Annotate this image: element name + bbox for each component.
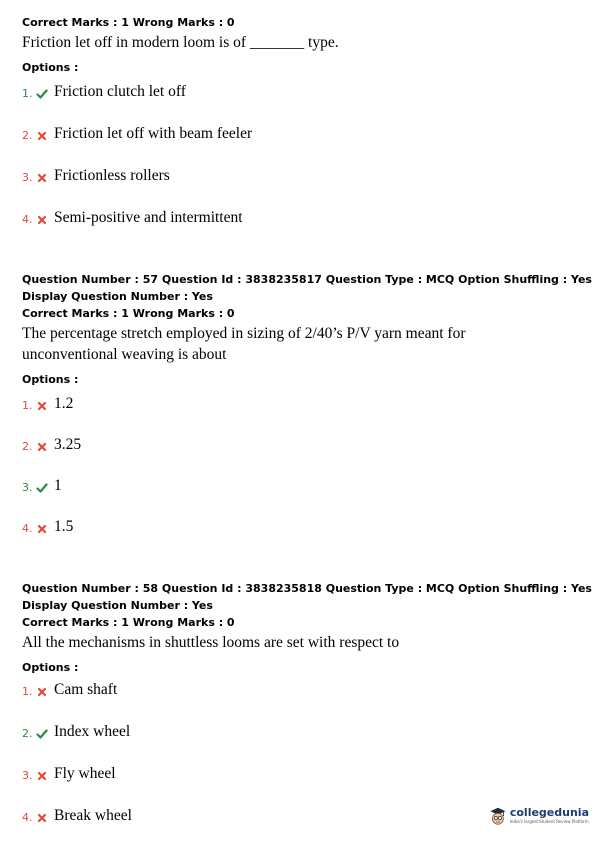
option-3 [22, 164, 562, 186]
options-label: Options : [22, 373, 79, 386]
cross-icon [36, 172, 48, 184]
option-4 [22, 515, 562, 537]
display-question-number: Display Question Number : Yes [22, 290, 213, 303]
option-text: Fly wheel [54, 765, 116, 782]
option-number: 1. [22, 685, 33, 698]
option-number: 2. [22, 727, 33, 740]
option-number: 4. [22, 811, 33, 824]
question-56 [22, 14, 572, 76]
option-text: Frictionless rollers [54, 167, 170, 184]
question-text-line-2: unconventional weaving is about [22, 346, 227, 363]
option-text: 1 [54, 477, 62, 494]
cross-icon [36, 770, 48, 782]
option-number: 2. [22, 440, 33, 453]
option-number: 1. [22, 399, 33, 412]
question-header: Question Number : 57 Question Id : 3838235817 Question Type : MCQ Option Shuffling : Yes [22, 273, 592, 286]
marks-info: Correct Marks : 1 Wrong Marks : 0 [22, 307, 235, 320]
option-text: 1.2 [54, 395, 74, 412]
option-4 [22, 206, 562, 228]
check-icon [36, 88, 48, 100]
option-number: 4. [22, 522, 33, 535]
option-number: 3. [22, 171, 33, 184]
question-57 [22, 271, 592, 388]
option-text: Break wheel [54, 807, 132, 824]
cross-icon [36, 441, 48, 453]
cross-icon [36, 214, 48, 226]
option-text: Semi-positive and intermittent [54, 209, 243, 226]
option-number: 1. [22, 87, 33, 100]
marks-info: Correct Marks : 1 Wrong Marks : 0 [22, 616, 235, 629]
option-text: 1.5 [54, 518, 74, 535]
options-label: Options : [22, 661, 79, 674]
option-text: Friction let off with beam feeler [54, 125, 253, 142]
option-number: 3. [22, 481, 33, 494]
graduate-mascot-icon [489, 801, 507, 831]
option-text: 3.25 [54, 436, 82, 453]
check-icon [36, 728, 48, 740]
options-list [22, 392, 572, 542]
option-1 [22, 80, 562, 102]
logo-tagline: India's largest Student Review Platform [509, 819, 589, 824]
question-text: All the mechanisms in shuttless looms are set with respect to [22, 634, 400, 651]
collegedunia-logo [489, 799, 589, 833]
option-3 [22, 474, 562, 496]
cross-icon [36, 686, 48, 698]
check-icon [36, 482, 48, 494]
cross-icon [36, 812, 48, 824]
question-text-line-1: The percentage stretch employed in sizing of 2/40’s P/V yarn meant for [22, 325, 466, 342]
options-label: Options : [22, 61, 79, 74]
option-number: 3. [22, 769, 33, 782]
option-text: Friction clutch let off [54, 83, 186, 100]
option-text: Cam shaft [54, 681, 118, 698]
option-1 [22, 678, 562, 700]
options-list [22, 80, 572, 240]
option-2 [22, 122, 562, 144]
cross-icon [36, 400, 48, 412]
option-2 [22, 720, 562, 742]
option-3 [22, 762, 562, 784]
option-number: 2. [22, 129, 33, 142]
option-4 [22, 804, 562, 826]
cross-icon [36, 130, 48, 142]
question-text: Friction let off in modern loom is of _______ type. [22, 34, 339, 51]
option-number: 4. [22, 213, 33, 226]
cross-icon [36, 523, 48, 535]
option-2 [22, 433, 562, 455]
logo-wordmark: collegedunia [509, 806, 589, 819]
display-question-number: Display Question Number : Yes [22, 599, 213, 612]
marks-info: Correct Marks : 1 Wrong Marks : 0 [22, 16, 235, 29]
option-1 [22, 392, 562, 414]
question-58 [22, 580, 592, 676]
option-text: Index wheel [54, 723, 131, 740]
question-header: Question Number : 58 Question Id : 3838235818 Question Type : MCQ Option Shuffling : Yes [22, 582, 592, 595]
